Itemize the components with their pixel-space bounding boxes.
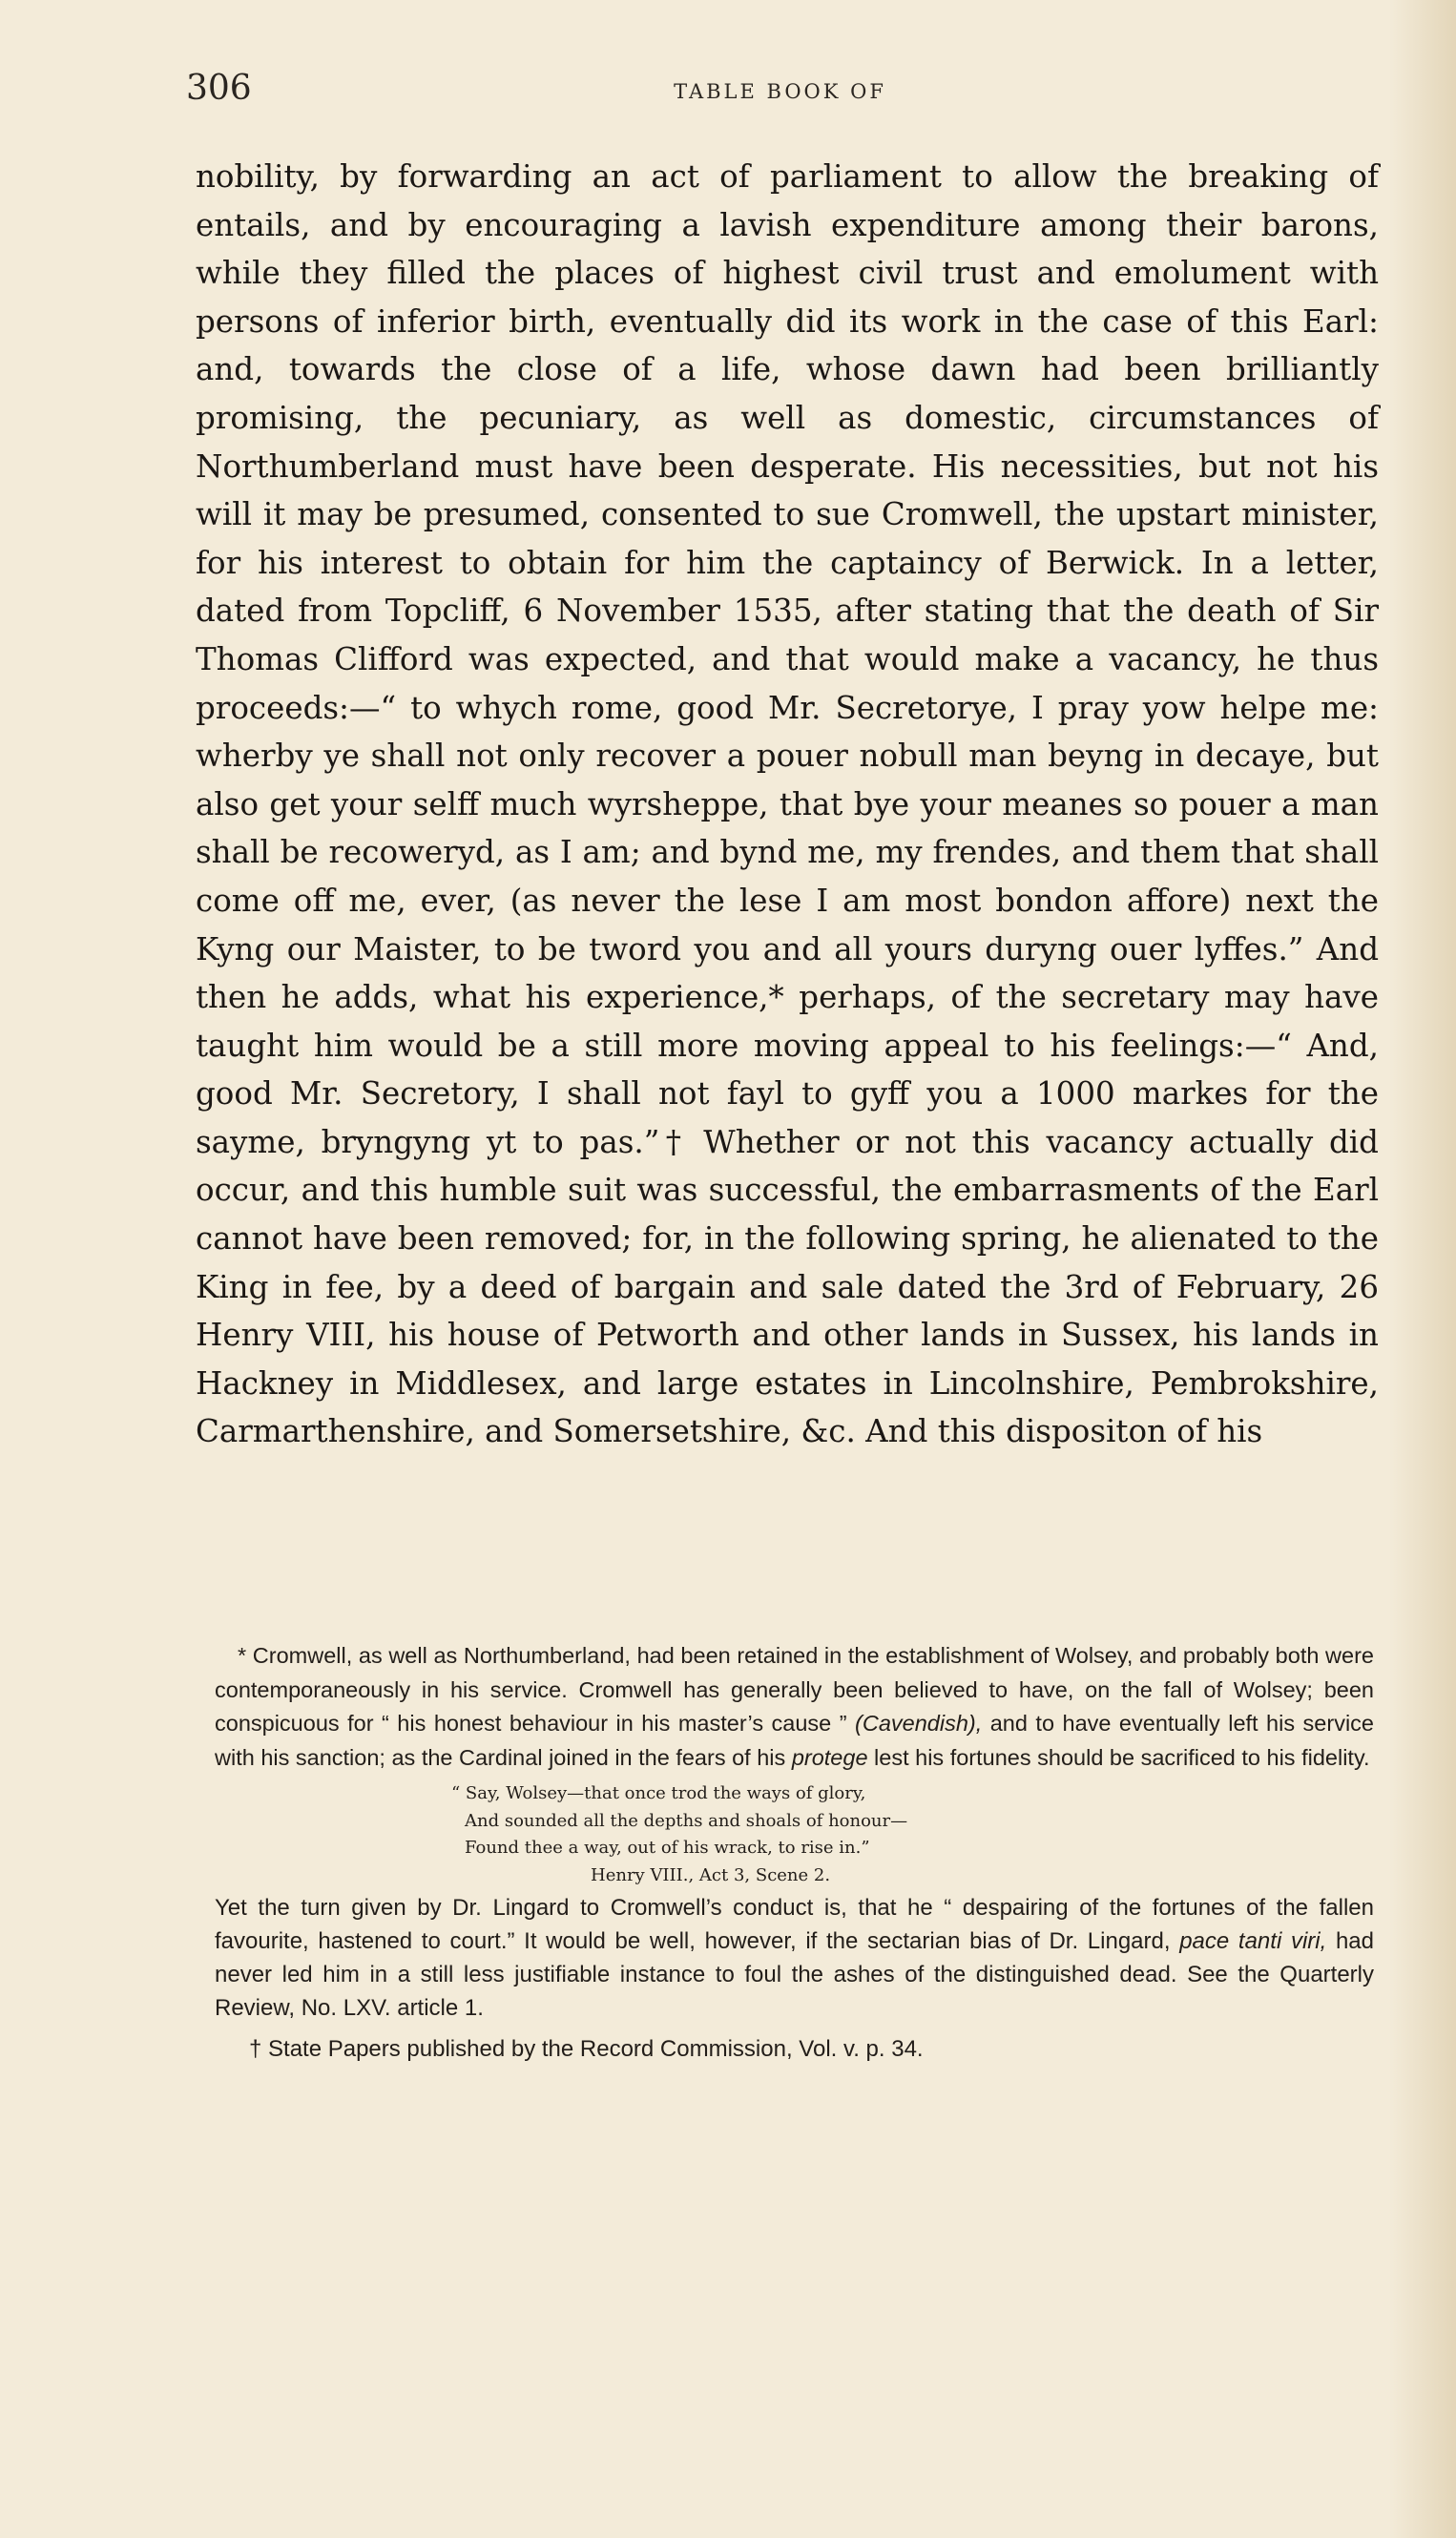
footnote-continuation-text-end: had never led him in a still less justifiable instance to foul the ashes of the distinguished dead. See the Quarterly Review, No. LXV. article 1. — [215, 1928, 1374, 2021]
page-edge-shadow — [1389, 0, 1456, 2538]
footnote-continuation — [215, 1891, 1374, 2025]
footnote-continuation-text: Yet the turn given by Dr. Lingard to Cromwell’s conduct is, that he “ despairing of the fortunes of the fallen favourite, hastened to court.” It would be well, however, if the sectarian bias of Dr. Lingard, — [215, 1895, 1374, 1954]
footnote-star-text-end: lest his fortunes should be sacrificed to his fidelity. — [867, 1744, 1370, 1770]
verse-line: “ Say, Wolsey—that once trod the ways of glory, — [451, 1783, 866, 1803]
footnote-star — [215, 1639, 1374, 1775]
verse-line: Found thee a way, out of his wrack, to rise in.” — [465, 1838, 870, 1858]
footnotes — [215, 1639, 1374, 2067]
footnote-star-source: (Cavendish), — [855, 1711, 983, 1736]
footnote-star-protege: protege — [791, 1744, 868, 1770]
running-head: TABLE BOOK OF — [674, 80, 886, 103]
footnote-dagger: † State Papers published by the Record Commission, Vol. v. p. 34. — [249, 2036, 924, 2062]
verse-line: And sounded all the depths and shoals of honour— — [465, 1810, 908, 1831]
body-paragraph: nobility, by forwarding an act of parliament to allow the breaking of entails, and by encouraging a lavish expenditure among their barons, while they filled the places of highest civil trust and emolument with persons of inferior birth, eventually did its work in the case of this Earl: and, towards the close of a life, whose dawn had been brilliantly promising, the pecuniary, as well as domestic, circumstances of Northumberland must have been desperate. His necessities, but not his will it may be presumed, consented to sue Cromwell, the upstart minister, for his interest to obtain for him the captaincy of Berwick. In a letter, dated from Topcliff, 6 November 1535, after stating that the death of Sir Thomas Clifford was expected, and that would make a vacancy, he thus proceeds:—“ to whych rome, good Mr. Secretorye, I pray yow helpe me: wherby ye shall not only recover a pouer nobull man beyng in decaye, but also get your selff much wyrsheppe, that bye your meanes so pouer a man shall be recoweryd, as I am; and bynd me, my frendes, and them that shall come off me, ever, (as never the lese I am most bondon affore) next the Kyng our Maister, to be tword you and all yours duryng ouer lyffes.” And then he adds, what his experience,* perhaps, of the secretary may have taught him would be a still more moving appeal to his feelings:—“ And, good Mr. Secretory, I shall not fayl to gyff you a 1000 markes for the sayme, bryngyng yt to pas.”† Whether or not this vacancy actually did occur, and this humble suit was successful, the embarrasments of the Earl cannot have been removed; for, in the following spring, he alienated to the King in fee, by a deed of bargain and sale dated the 3rd of February, 26 Henry VIII, his house of Petworth and other lands in Sussex, his lands in Hackney in Middlesex, and large estates in Lincolnshire, Pembrokshire, Carmarthenshire, and Somersetshire, &c. And this dispositon of his — [196, 158, 1379, 1450]
verse-citation: Henry VIII., Act 3, Scene 2. — [591, 1864, 831, 1885]
footnote-star-text: * Cromwell, as well as Northumberland, had been retained in the establishment of Wolsey, and probably both were contemporaneously in his service. Cromwell has generally been believed to have, on the fall of Wolsey; been conspicuous for “ his honest behaviour in his master’s cause ” — [215, 1643, 1374, 1736]
footnote-star-text-middle: and to have eventually left his service with his sanction; as the Cardinal joined in the fears of his — [215, 1711, 1374, 1770]
footnote-latin-phrase: pace tanti viri, — [1179, 1928, 1327, 1954]
page-header — [186, 69, 1374, 126]
verse-quote — [451, 1780, 1374, 1889]
page-number: 306 — [186, 69, 252, 108]
